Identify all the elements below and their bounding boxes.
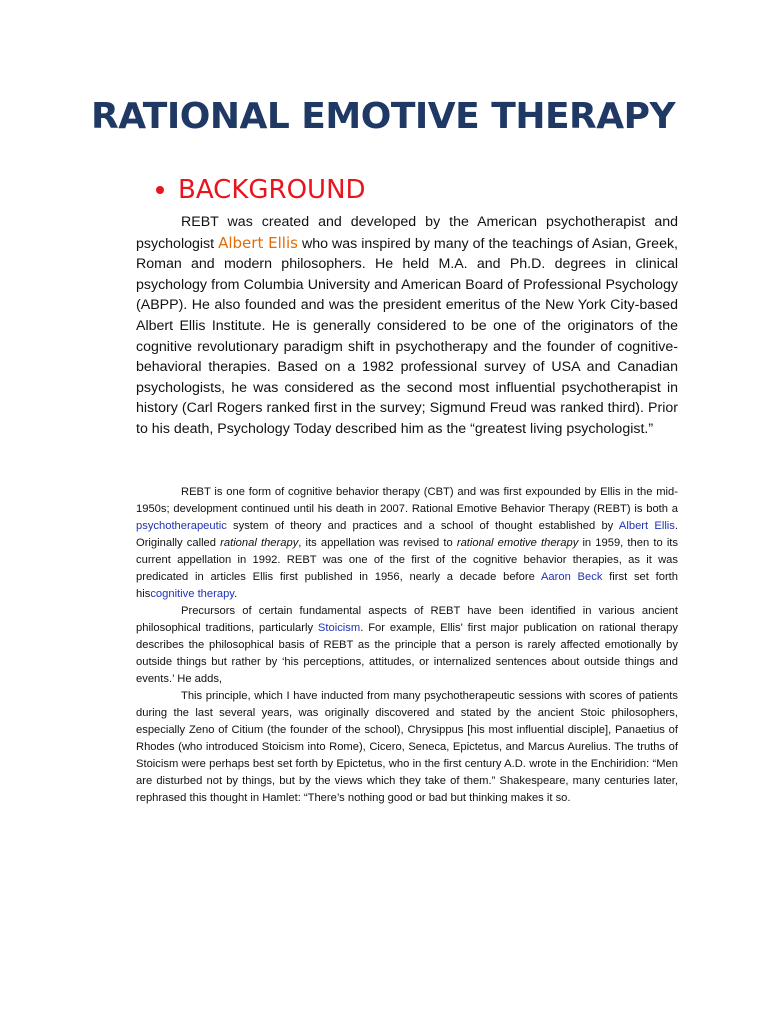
body-section xyxy=(136,484,678,807)
precursors-text-2: . For example, Ellis' first major publication on rational therapy describes the philosophical basis of REBT as the principle that a person is rarely affected emotionally by outside things but rather by ‘his perceptions, attitudes, or internalized sentences about outside things and events.’ He adds, xyxy=(136,622,678,685)
rebt-text-7: . xyxy=(234,588,238,600)
intro-text-end: who was inspired by many of the teachings of Asian, Greek, Roman and modern philosophers. He held M.A. and Ph.D. degrees in clinical psychology from Columbia University and American Board of Professional Psychology (ABPP). He also founded and was the president emeritus of the New York City-based Albert Ellis Institute. He is generally considered to be one of the originators of the cognitive revolutionary paradigm shift in psychotherapy and the founder of cognitive-behavioral therapies. Based on a 1982 professional survey of USA and Canadian psychologists, he was considered as the second most influential psychotherapist in history (Carl Rogers ranked first in the survey; Sigmund Freud was ranked third). Prior to his death, Psychology Today described him as the “greatest living psychologist.” xyxy=(136,235,679,437)
aaron-beck-link[interactable]: Aaron Beck xyxy=(540,571,603,583)
precursors-text-1: Precursors of certain fundamental aspects of REBT have been identified in various ancient philosophical traditions, particularly xyxy=(136,605,678,634)
section-heading xyxy=(156,175,366,205)
rebt-text-5: in 1959, then to its current appellation in 1992. REBT was one of the first of the cognitive behavior therapies, as it was predicated in articles Ellis first published in 1956, nearly a decade before xyxy=(136,537,679,583)
rebt-text-2: system of theory and practices and a school of thought established by xyxy=(226,520,619,532)
cognitive-therapy-link[interactable]: cognitive therapy xyxy=(150,588,235,600)
page-title: RATIONAL EMOTIVE THERAPY xyxy=(91,96,676,137)
section-heading-label: BACKGROUND xyxy=(178,175,366,205)
rebt-text-4: , its appellation was revised to xyxy=(298,537,457,549)
rebt-paragraph xyxy=(136,484,678,603)
rebt-text-1: REBT is one form of cognitive behavior therapy (CBT) and was first expounded by Ellis in the mid-1950s; development continued until his death in 2007. Rational Emotive Behavior Therapy (REBT) is both a xyxy=(136,486,678,515)
stoicism-link[interactable]: Stoicism xyxy=(317,622,361,634)
principle-paragraph: This principle, which I have inducted from many psychotherapeutic sessions with scores of patients during the last several years, was originally discovered and stated by the ancient Stoic philosophers, especially Zeno of Citium (the founder of the school), Chrysippus [his most influential disciple], Panaetius of Rhodes (who introduced Stoicism into Rome), Cicero, Seneca, Epictetus, and Marcus Aurelius. The truths of Stoicism were perhaps best set forth by Epictetus, who in the first century A.D. wrote in the Enchiridion: “Men are disturbed not by things, but by the views which they take of them.” Shakespeare, many centuries later, rephrased this thought in Hamlet: “There’s nothing good or bad but thinking makes it so. xyxy=(136,690,678,804)
rebt-text-6: first set forth his xyxy=(136,571,679,600)
intro-paragraph xyxy=(136,212,678,440)
albert-ellis-link[interactable]: Albert Ellis xyxy=(618,520,675,532)
intro-text-start: REBT was created and developed by the American psychotherapist and psychologist xyxy=(136,214,678,252)
rational-emotive-therapy-term: rational emotive therapy xyxy=(456,537,579,549)
bullet-dot-icon xyxy=(156,186,164,194)
psychotherapeutic-link[interactable]: psychotherapeutic xyxy=(136,520,227,532)
precursors-paragraph xyxy=(136,603,678,688)
rational-therapy-term: rational therapy xyxy=(220,537,299,549)
albert-ellis-name: Albert Ellis xyxy=(218,233,298,252)
rebt-text-3: . Originally called xyxy=(136,520,678,549)
